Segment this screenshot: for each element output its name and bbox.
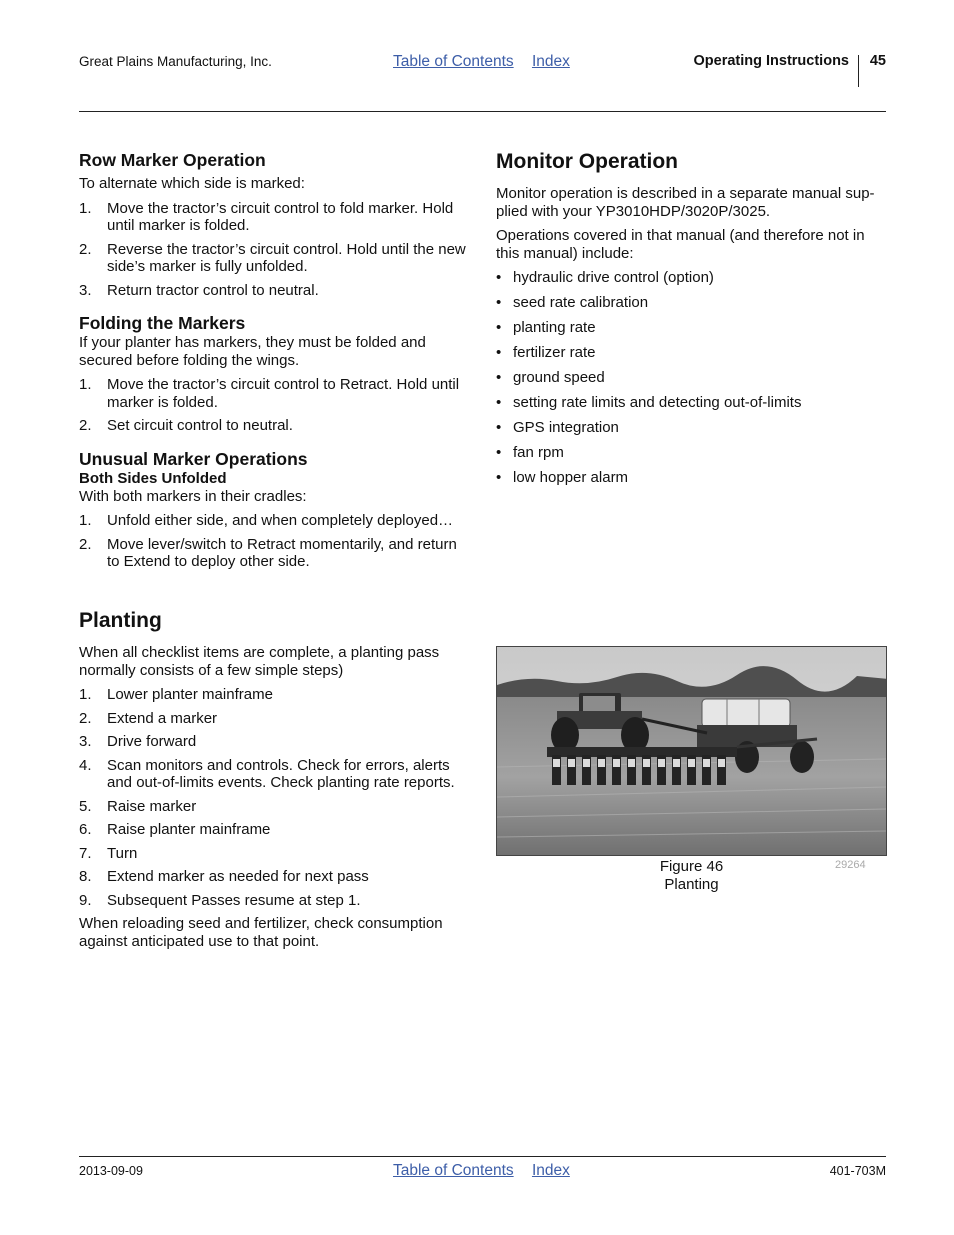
- list-item-text: seed rate calibration: [513, 294, 649, 311]
- step-text: Return tractor control to neutral.: [107, 281, 319, 299]
- bullet-icon: •: [496, 419, 502, 436]
- bullet-icon: •: [496, 319, 502, 336]
- planting-steps: [79, 686, 471, 909]
- list-item-text: GPS integration: [513, 419, 619, 436]
- step-text: Extend marker as needed for next pass: [107, 868, 369, 885]
- row-marker-heading: Row Marker Operation: [79, 150, 266, 170]
- step-number: 2.: [79, 417, 92, 434]
- folding-steps: [79, 376, 471, 435]
- step-text: Move the tractor’s circuit control to Retract. Hold until marker is folded.: [107, 376, 460, 411]
- row-marker-steps: [79, 200, 471, 300]
- page-header: [79, 50, 886, 90]
- list-item-text: fan rpm: [513, 444, 564, 461]
- list-item-text: fertilizer rate: [513, 344, 596, 361]
- step-number: 2.: [79, 709, 92, 727]
- step-text: Extend a marker: [107, 709, 218, 727]
- list-item-text: setting rate limits and detecting out-of-limits: [513, 394, 802, 411]
- unusual-heading: Unusual Marker Operations: [79, 448, 308, 469]
- planting-closing: When reloading seed and fertilizer, check consumption against anticipated use to that point.: [79, 915, 443, 950]
- footer-date: 2013-09-09: [79, 1164, 143, 1178]
- list-item: [496, 394, 888, 412]
- header-rule: [79, 111, 886, 112]
- figure-label: Figure 46: [659, 858, 724, 875]
- header-index-link[interactable]: Index: [531, 53, 570, 70]
- bullet-icon: •: [496, 369, 502, 386]
- list-item: [496, 319, 888, 337]
- step-text: Subsequent Passes resume at step 1.: [107, 891, 361, 909]
- list-item-text: hydraulic drive control (option): [513, 269, 714, 286]
- step-number: 1.: [79, 686, 92, 703]
- step-number: 2.: [79, 535, 92, 553]
- figure-title: Planting: [664, 875, 719, 893]
- planting-section: [79, 608, 471, 957]
- step-number: 1.: [79, 512, 92, 529]
- step-number: 1.: [79, 199, 92, 217]
- list-item: [79, 241, 471, 276]
- monitor-heading: Monitor Operation: [496, 150, 678, 173]
- bullet-icon: •: [496, 469, 502, 486]
- list-item: [79, 686, 471, 704]
- bullet-icon: •: [496, 294, 502, 311]
- unusual-intro: With both markers in their cradles:: [79, 487, 307, 505]
- footer-rule: [79, 1156, 886, 1157]
- step-number: 2.: [79, 240, 92, 258]
- step-number: 6.: [79, 821, 92, 838]
- list-item: [79, 417, 471, 435]
- row-marker-intro: To alternate which side is marked:: [79, 175, 305, 192]
- step-number: 3.: [79, 733, 92, 750]
- step-number: 1.: [79, 376, 92, 393]
- step-text: Raise planter mainframe: [107, 821, 271, 838]
- unusual-subheading: Both Sides Unfolded: [79, 469, 227, 487]
- planting-heading: Planting: [79, 609, 162, 632]
- section-title: Operating Instructions: [693, 53, 849, 69]
- list-item: [79, 536, 471, 571]
- company-name: Great Plains Manufacturing, Inc.: [79, 54, 272, 69]
- list-item: [496, 294, 888, 312]
- list-item: [79, 733, 471, 751]
- list-item: [79, 757, 471, 792]
- step-text: Raise marker: [107, 797, 197, 815]
- folding-heading: Folding the Markers: [79, 313, 246, 333]
- list-item: [79, 200, 471, 235]
- monitor-para-1: Monitor operation is described in a separate manual sup-plied with your YP3010HDP/3020P/3025.: [496, 185, 875, 220]
- monitor-para-2: Operations covered in that manual (and therefore not in this manual) include:: [496, 227, 865, 262]
- step-text: Reverse the tractor’s circuit control. Hold until the new side’s marker is fully unfolded.: [107, 240, 466, 275]
- list-item: [79, 821, 471, 839]
- folding-intro: If your planter has markers, they must be folded and secured before folding the wings.: [79, 334, 426, 369]
- footer-nav: [393, 1162, 584, 1180]
- step-number: 8.: [79, 868, 92, 885]
- header-divider: [858, 55, 859, 87]
- header-nav: [393, 53, 584, 71]
- page-number: 45: [869, 53, 886, 69]
- step-text: Set circuit control to neutral.: [107, 417, 293, 434]
- list-item-text: ground speed: [513, 369, 605, 386]
- step-number: 5.: [79, 797, 92, 815]
- list-item: [496, 469, 888, 487]
- list-item: [79, 892, 471, 910]
- step-number: 4.: [79, 756, 92, 774]
- list-item: [79, 710, 471, 728]
- step-text: Turn: [107, 844, 138, 862]
- step-text: Unfold either side, and when completely deployed…: [107, 512, 454, 529]
- step-text: Move lever/switch to Retract momentarily, and return to Extend to deploy other side.: [107, 535, 457, 570]
- list-item: [79, 376, 471, 411]
- bullet-icon: •: [496, 344, 502, 361]
- footer-toc-link[interactable]: Table of Contents: [393, 1162, 514, 1179]
- list-item: [79, 512, 471, 530]
- row-units: [547, 747, 737, 785]
- planting-intro: When all checklist items are complete, a planting pass normally consists of a few simple steps): [79, 644, 440, 679]
- step-number: 7.: [79, 844, 92, 862]
- list-item: [496, 369, 888, 387]
- header-toc-link[interactable]: Table of Contents: [393, 53, 514, 70]
- list-item-text: low hopper alarm: [513, 469, 629, 486]
- monitor-operations-list: [496, 269, 888, 487]
- left-column: [79, 149, 471, 580]
- unusual-steps: [79, 512, 471, 571]
- planting-photo: [496, 646, 887, 856]
- step-text: Lower planter mainframe: [107, 686, 273, 703]
- step-number: 3.: [79, 281, 92, 299]
- list-item: [496, 419, 888, 437]
- list-item: [496, 344, 888, 362]
- list-item-text: planting rate: [513, 319, 596, 336]
- list-item: [496, 269, 888, 287]
- list-item: [79, 868, 471, 886]
- footer-doc-number: 401-703M: [829, 1164, 886, 1178]
- figure-number: 29264: [835, 859, 866, 871]
- bullet-icon: •: [496, 394, 502, 411]
- planter-field-illustration: [497, 647, 887, 856]
- step-text: Drive forward: [107, 733, 197, 750]
- list-item: [496, 444, 888, 462]
- list-item: [79, 798, 471, 816]
- figure-caption: [496, 858, 887, 893]
- step-number: 9.: [79, 891, 92, 909]
- step-text: Move the tractor’s circuit control to fold marker. Hold until marker is folded.: [107, 199, 454, 234]
- step-text: Scan monitors and controls. Check for errors, alerts and out-of-limits events. Check planting rate reports.: [107, 756, 455, 791]
- list-item: [79, 845, 471, 863]
- list-item: [79, 282, 471, 300]
- footer-index-link[interactable]: Index: [531, 1162, 570, 1179]
- bullet-icon: •: [496, 269, 502, 286]
- right-column: [496, 149, 888, 494]
- bullet-icon: •: [496, 444, 502, 461]
